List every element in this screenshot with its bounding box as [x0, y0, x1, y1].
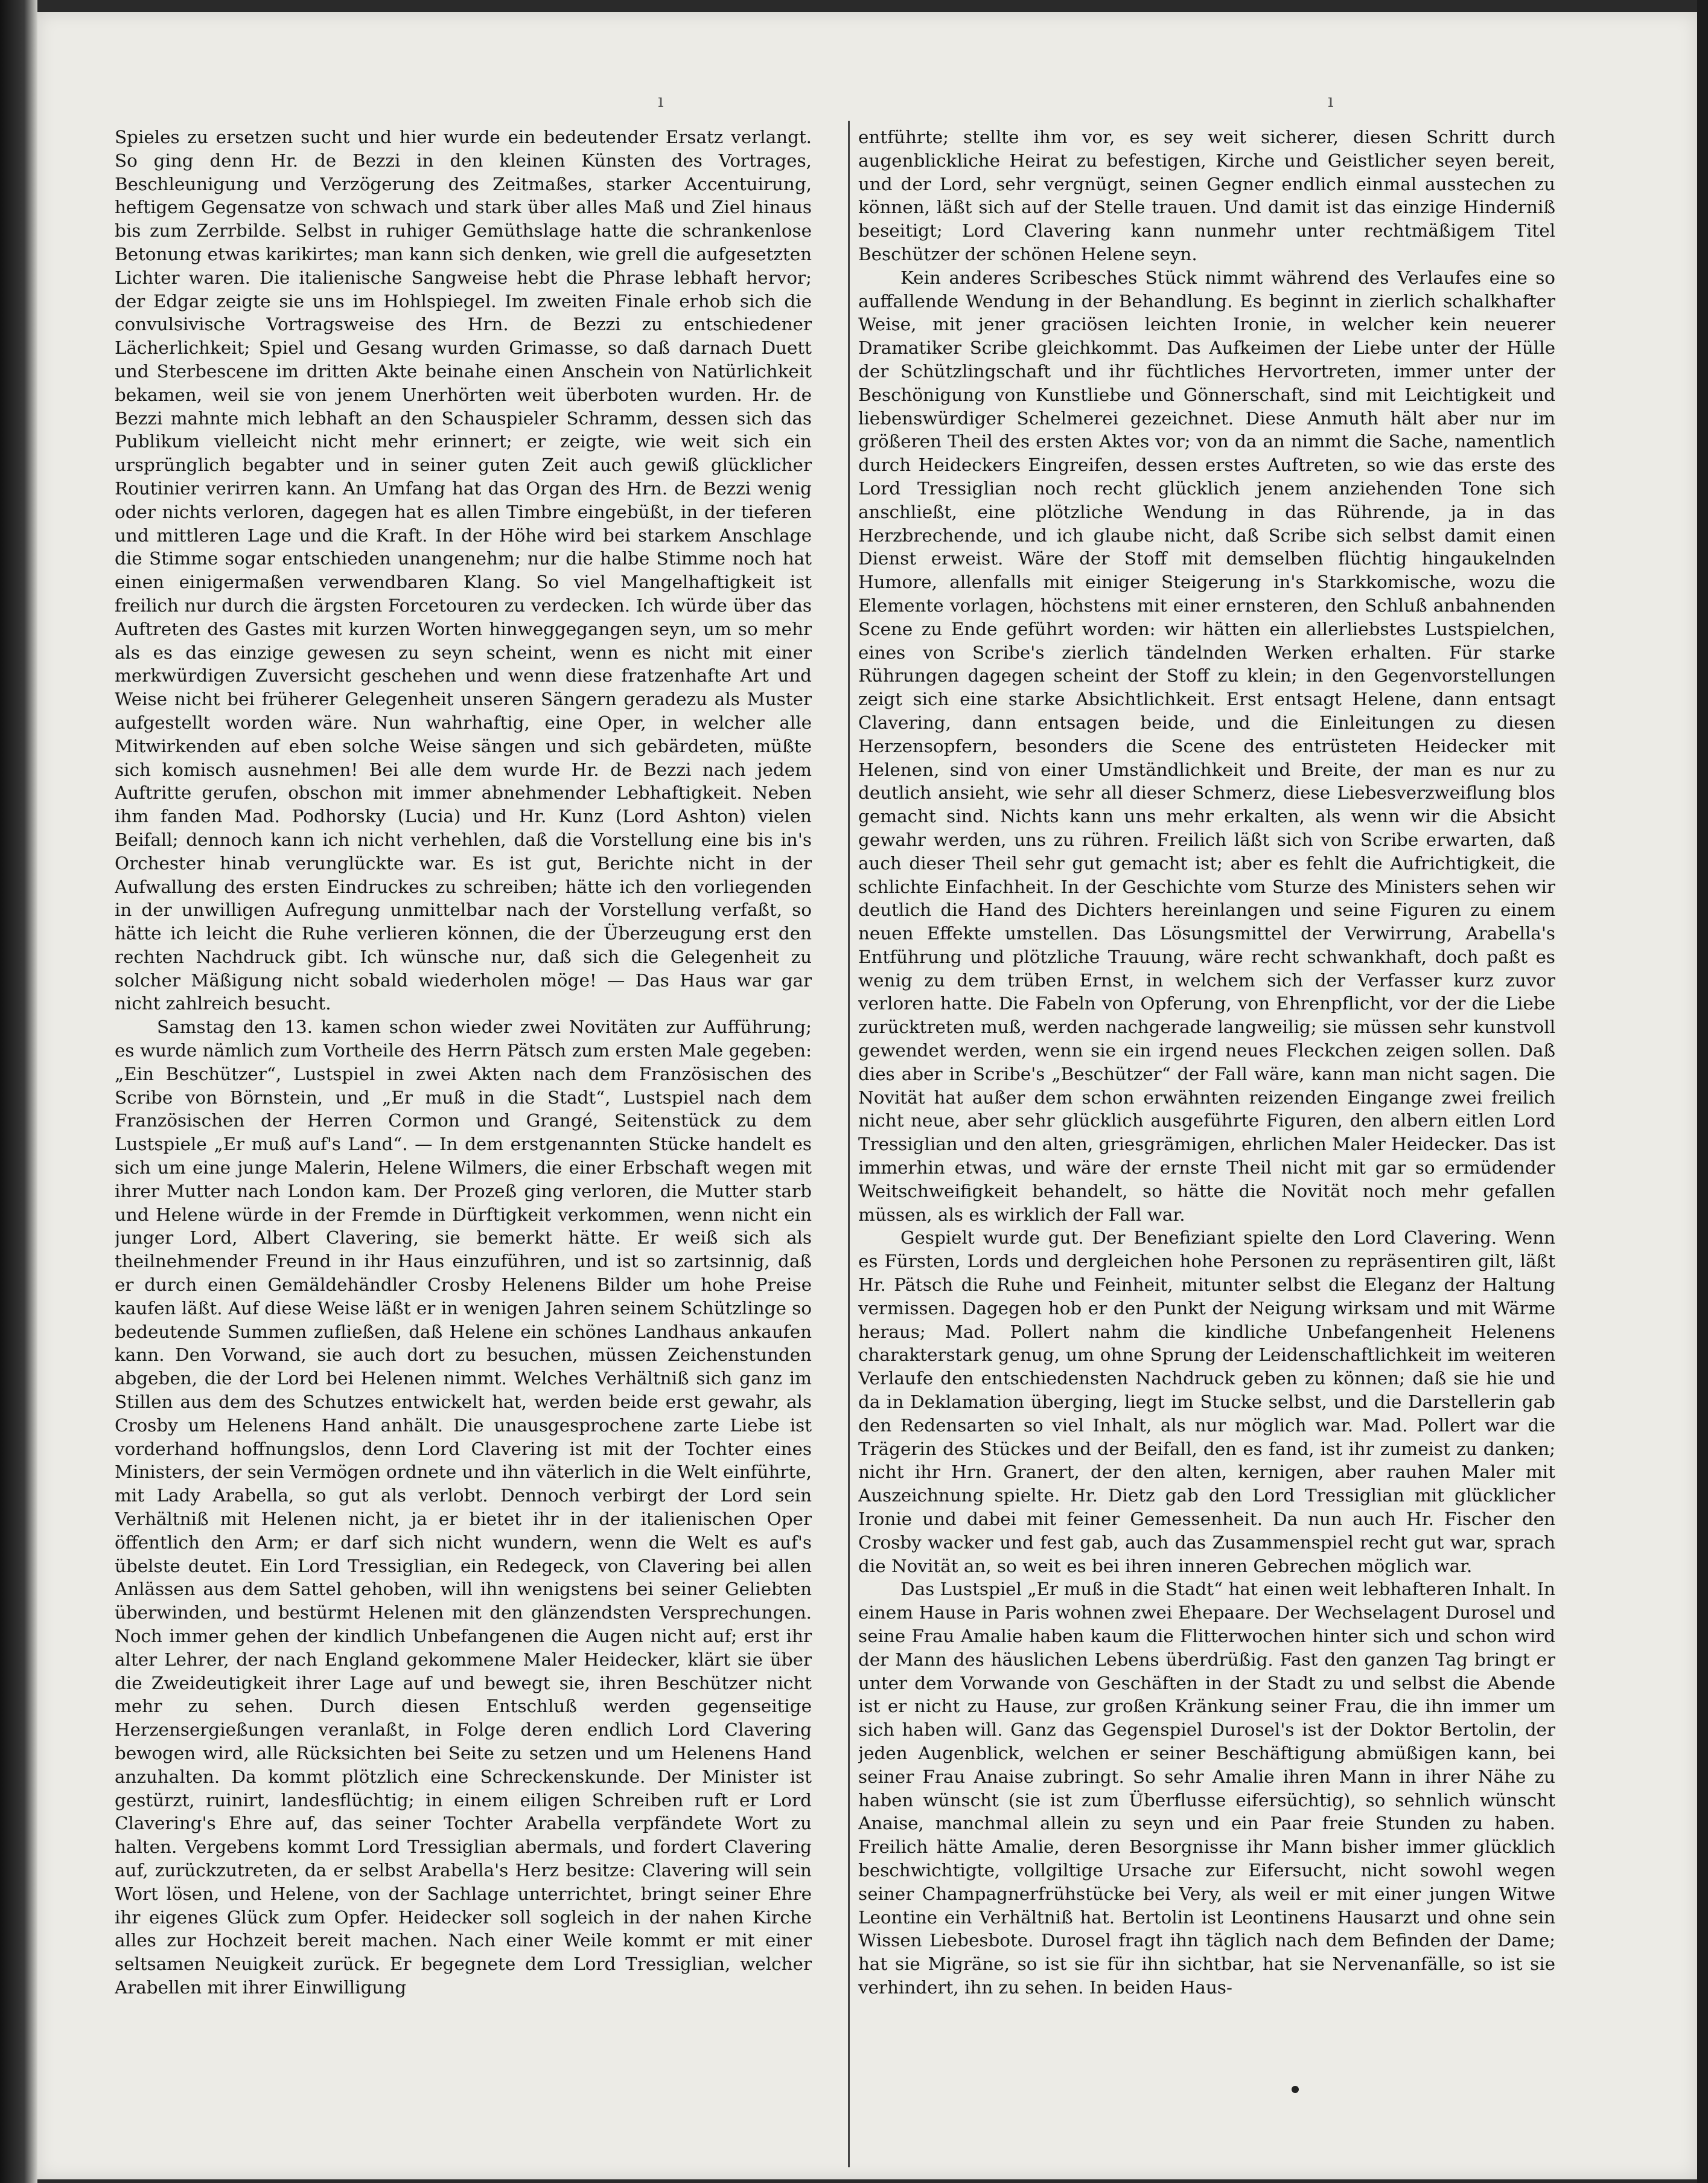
- scan-right-edge: [1697, 0, 1708, 2183]
- print-mark: ı: [1328, 91, 1334, 112]
- left-column: [115, 126, 812, 2166]
- scan-left-edge: [0, 0, 37, 2183]
- ink-spot: [1292, 2086, 1299, 2093]
- paragraph: Spieles zu ersetzen sucht und hier wurde ein bedeutender Ersatz verlangt. So ging denn Hr. de Bezzi in den kleinen Künsten des Vortrages, Beschleunigung und Verzögerung des Zeitmaßes, starker Accentuirung, heftigem Gegensatze von schwach und stark über alles Maß und Ziel hinaus bis zum Zerrbilde. Selbst in ruhiger Gemüthslage hatte die schrankenlose Betonung etwas karikirtes; man kann sich denken, wie grell die aufgesetzten Lichter waren. Die italienische Sangweise hebt die Phrase lebhaft hervor; der Edgar zeigte sie uns im Hohlspiegel. Im zweiten Finale erhob sich die convulsivische Vortragsweise des Hrn. de Bezzi zu entschiedener Lächerlichkeit; Spiel und Gesang wurden Grimasse, so daß darnach Duett und Sterbescene im dritten Akte beinahe einen Anschein von Natürlichkeit bekamen, weil sie von jenem Unerhörten weit überboten wurden. Hr. de Bezzi mahnte mich lebhaft an den Schauspieler Schramm, dessen sich das Publikum vielleicht nicht mehr erinnert; er zeigte, wie weit sich ein ursprünglich begabter und in seiner guten Zeit auch gewiß glücklicher Routinier verirren kann. An Umfang hat das Organ des Hrn. de Bezzi wenig oder nichts verloren, dagegen hat es allen Timbre eingebüßt, in der tieferen und mittleren Lage und die Kraft. In der Höhe wird bei starkem Anschlage die Stimme sogar entschieden unangenehm; nur die halbe Stimme noch hat einen einigermaßen verwendbaren Klang. So viel Mangelhaftigkeit ist freilich nur durch die ärgsten Forcetouren zu verdecken. Ich würde über das Auftreten des Gastes mit kurzen Worten hinweggegangen seyn, um so mehr als es das einzige gewesen zu seyn scheint, wenn es nicht mit einer merkwürdigen Zuversicht geschehen und wenn diese fratzenhafte Art und Weise nicht bei früherer Gelegenheit unseren Sängern geradezu als Muster aufgestellt worden wäre. Nun wahrhaftig, eine Oper, in welcher alle Mitwirkenden auf eben solche Weise sängen und sich gebärdeten, müßte sich komisch ausnehmen! Bei alle dem wurde Hr. de Bezzi nach jedem Auftritte gerufen, obschon mit immer abnehmender Lebhaftigkeit. Neben ihm fanden Mad. Podhorsky (Lucia) und Hr. Kunz (Lord Ashton) vielen Beifall; dennoch kann ich nicht verhehlen, daß die Vorstellung eine bis in's Orchester hinab verunglückte war. Es ist gut, Berichte nicht in der Aufwallung des ersten Eindruckes zu schreiben; hätte ich den vorliegenden in der unwilligen Aufregung unmittelbar nach der Vorstellung verfaßt, so hätte ich leicht die Ruhe verlieren können, die der Überzeugung erst den rechten Nachdruck gibt. Ich wünsche nur, daß sich die Gelegenheit zu solcher Mäßigung nicht sobald wiederholen möge! — Das Haus war gar nicht zahlreich besucht.: [115, 127, 812, 1014]
- paragraph: Kein anderes Scribesches Stück nimmt während des Verlaufes eine so auffallende Wendung in der Behandlung. Es beginnt in zierlich schalkhafter Weise, mit jener graciösen leichten Ironie, in welcher kein neuerer Dramatiker Scribe gleichkommt. Das Aufkeimen der Liebe unter der Hülle der Schützlingschaft und ihr füchtliches Hervortreten, immer unter der Beschönigung von Kunstliebe und Gönnerschaft, sind mit Leichtigkeit und liebenswürdiger Schelmerei gezeichnet. Diese Anmuth hält aber nur im größeren Theil des ersten Aktes vor; von da an nimmt die Sache, namentlich durch Heideckers Eingreifen, dessen erstes Auftreten, so wie das erste des Lord Tressiglian noch recht glücklich jenem anziehenden Tone sich anschließt, eine plötzliche Wendung in das Rührende, ja in das Herzbrechende, und ich glaube nicht, daß Scribe sich selbst damit einen Dienst erweist. Wäre der Stoff mit demselben flüchtig hingaukelnden Humore, allenfalls mit einiger Steigerung in's Starkkomische, wozu die Elemente vorlagen, höchstens mit einer ernsteren, den Schluß anbahnenden Scene zu Ende geführt worden: wir hätten ein allerliebstes Lustspielchen, eines von Scribe's zierlich tändelnden Werken erhalten. Für starke Rührungen dagegen scheint der Stoff zu klein; in den Gegenvorstellungen zeigt sich eine starke Absichtlichkeit. Erst entsagt Helene, dann entsagt Clavering, dann entsagen beide, und die Einleitungen zu diesen Herzensopfern, besonders die Scene des entrüsteten Heidecker mit Helenen, sind von einer Umständlichkeit und Breite, der man es nur zu deutlich ansieht, wie sehr all dieser Schmerz, diese Liebesverzweiflung blos gemacht sind. Nichts kann uns mehr erkalten, als wenn wir die Absicht gewahr werden, uns zu rühren. Freilich läßt sich von Scribe erwarten, daß auch dieser Theil sehr gut gemacht ist; aber es fehlt die Aufrichtigkeit, die schlichte Einfachheit. In der Geschichte vom Sturze des Ministers sehen wir deutlich die Hand des Dichters hereinlangen und seine Figuren zu einem neuen Effekte umstellen. Das Lösungsmittel der Verwirrung, Arabella's Entführung und plötzliche Trauung, wäre recht schwankhaft, doch paßt es wenig zu dem trüben Ernst, in welchem sich der Verfasser kurz zuvor verloren hatte. Die Fabeln von Opferung, von Ehrenpflicht, vor der die Liebe zurücktreten muß, werden nachgerade langweilig; sie müssen sehr kunstvoll gewendet werden, wenn sie ein irgend neues Fleckchen zeigen sollen. Daß dies aber in Scribe's „Beschützer“ der Fall wäre, kann man nicht sagen. Die Novität hat außer dem schon erwähnten reizenden Eingange zwei freilich nicht neue, aber sehr glücklich ausgeführte Figuren, den albern eitlen Lord Tressiglian und den alten, griesgrämigen, ehrlichen Maler Heidecker. Das ist immerhin etwas, und wäre der ernste Theil nicht mit gar so ermüdender Weitschweifigkeit behandelt, so hätte die Novität noch mehr gefallen müssen, als es wirklich der Fall war.: [858, 267, 1555, 1225]
- paragraph: Das Lustspiel „Er muß in die Stadt“ hat einen weit lebhafteren Inhalt. In einem Hause in Paris wohnen zwei Ehepaare. Der Wechselagent Durosel und seine Frau Amalie haben kaum die Flitterwochen hinter sich und schon wird der Mann des häuslichen Lebens überdrüßig. Fast den ganzen Tag bringt er unter dem Vorwande von Geschäften in der Stadt zu und selbst die Abende ist er nicht zu Hause, zur großen Kränkung seiner Frau, die ihn immer um sich haben will. Ganz das Gegenspiel Durosel's ist der Doktor Bertolin, der jeden Augenblick, welchen er seiner Beschäftigung abmüßigen kann, bei seiner Frau Anaise zubringt. So sehr Amalie ihren Mann in ihrer Nähe zu haben wünscht (sie ist zum Überflusse eifersüchtig), so sehnlich wünscht Anaise, manchmal allein zu seyn und ein Paar freie Stunden zu haben. Freilich hätte Amalie, deren Besorgnisse ihr Mann bisher immer glücklich beschwichtigte, vollgiltige Ursache zur Eifersucht, nicht sowohl wegen seiner Champagnerfrühstücke bei Very, als weil er mit einer jungen Witwe Leontine ein Verhältniß hat. Bertolin ist Leontinens Hausarzt und ohne sein Wissen Liebesbote. Durosel fragt ihn täglich nach dem Befinden der Dame; hat sie Migräne, so ist sie für ihn sichtbar, hat sie Nervenanfälle, so ist sie verhindert, ihn zu sehen. In beiden Haus-: [858, 1579, 1555, 1998]
- column-divider: [848, 121, 850, 2167]
- right-column: [858, 126, 1555, 2154]
- print-mark: ı: [658, 91, 664, 112]
- paragraph: Samstag den 13. kamen schon wieder zwei Novitäten zur Aufführung; es wurde nämlich zum Vortheile des Herrn Pätsch zum ersten Male gegeben: „Ein Beschützer“, Lustspiel in zwei Akten nach dem Französischen des Scribe von Börnstein, und „Er muß in die Stadt“, Lustspiel nach dem Französischen der Herren Cormon und Grangé, Seitenstück zu dem Lustspiele „Er muß auf's Land“. — In dem erstgenannten Stücke handelt es sich um eine junge Malerin, Helene Wilmers, die einer Erbschaft wegen mit ihrer Mutter nach London kam. Der Prozeß ging verloren, die Mutter starb und Helene würde in der Fremde in Dürftigkeit verkommen, wenn nicht ein junger Lord, Albert Clavering, sie bemerkt hätte. Er weiß sich als theilnehmender Freund in ihr Haus einzuführen, und ist so zartsinnig, daß er durch einen Gemäldehändler Crosby Helenens Bilder um hohe Preise kaufen läßt. Auf diese Weise läßt er in wenigen Jahren seinem Schützlinge so bedeutende Summen zufließen, daß Helene ein schönes Landhaus ankaufen kann. Den Vorwand, sie auch dort zu besuchen, müssen Zeichenstunden abgeben, die der Lord bei Helenen nimmt. Welches Verhältniß sich ganz im Stillen aus dem des Schutzes entwickelt hat, werden beide erst gewahr, als Crosby um Helenens Hand anhält. Die unausgesprochene zarte Liebe ist vorderhand hoffnungslos, denn Lord Clavering ist mit der Tochter eines Ministers, der sein Vermögen ordnete und ihn väterlich in die Welt einführte, mit Lady Arabella, so gut als verlobt. Dennoch verbirgt der Lord sein Verhältniß mit Helenen nicht, ja er bietet ihr in der italienischen Oper öffentlich den Arm; er darf sich nicht wundern, wenn die Welt es auf's übelste deutet. Ein Lord Tressiglian, ein Redegeck, von Clavering bei allen Anlässen aus dem Sattel gehoben, will ihn wenigstens bei seiner Geliebten überwinden, und bestürmt Helenen mit den glänzendsten Versprechungen. Noch immer gehen der kindlich Unbefangenen die Augen nicht auf; erst ihr alter Lehrer, der nach England gekommene Maler Heidecker, klärt sie über die Zweideutigkeit ihrer Lage auf und bewegt sie, ihren Beschützer nicht mehr zu sehen. Durch diesen Entschluß werden gegenseitige Herzensergießungen veranlaßt, in Folge deren endlich Lord Clavering bewogen wird, alle Rücksichten bei Seite zu setzen und um Helenens Hand anzuhalten. Da kommt plötzlich eine Schreckenskunde. Der Minister ist gestürzt, ruinirt, landesflüchtig; in einem eiligen Schreiben ruft er Lord Clavering's Ehre auf, das seiner Tochter Arabella verpfändete Wort zu halten. Vergebens kommt Lord Tressiglian abermals, und fordert Clavering auf, zurückzutreten, da er selbst Arabella's Herz besitze: Clavering will sein Wort lösen, und Helene, von der Sachlage unterrichtet, bringt seiner Ehre ihr eigenes Glück zum Opfer. Heidecker soll sogleich in der nahen Kirche alles zur Hochzeit bereit machen. Nach einer Weile kommt er mit einer seltsamen Neuigkeit zurück. Er begegnete dem Lord Tressiglian, welcher Arabellen mit ihrer Einwilligung: [115, 1017, 812, 1998]
- paragraph: entführte; stellte ihm vor, es sey weit sicherer, diesen Schritt durch augenblickliche Heirat zu befestigen, Kirche und Geistlicher seyen bereit, und der Lord, sehr vergnügt, seinen Gegner endlich einmal ausstechen zu können, läßt sich auf der Stelle trauen. Und damit ist das einzige Hinderniß beseitigt; Lord Clavering kann nunmehr unter rechtmäßigem Titel Beschützer der schönen Helene seyn.: [858, 127, 1555, 264]
- paragraph: Gespielt wurde gut. Der Benefiziant spielte den Lord Clavering. Wenn es Fürsten, Lords und dergleichen hohe Personen zu repräsentiren gilt, läßt Hr. Pätsch die Ruhe und Feinheit, mitunter selbst die Eleganz der Haltung vermissen. Dagegen hob er den Punkt der Neigung wirksam und mit Wärme heraus; Mad. Pollert nahm die kindliche Unbefangenheit Helenens charakterstark genug, um ohne Sprung der Leidenschaftlichkeit im weiteren Verlaufe den entschiedensten Nachdruck geben zu können; daß sie hie und da in Deklamation überging, liegt im Stucke selbst, und die Darstellerin gab den Redensarten so viel Inhalt, als nur möglich war. Mad. Pollert war die Trägerin des Stückes und der Beifall, den es fand, ist ihr zumeist zu danken; nicht ihr Hrn. Granert, der den alten, kernigen, aber rauhen Maler mit Auszeichnung spielte. Hr. Dietz gab den Lord Tressiglian mit glücklicher Ironie und dabei mit feiner Gemessenheit. Da nun auch Hr. Fischer den Crosby wacker und fest gab, auch das Zusammenspiel recht gut war, sprach die Novität an, so weit es bei ihren inneren Gebrechen möglich war.: [858, 1227, 1555, 1576]
